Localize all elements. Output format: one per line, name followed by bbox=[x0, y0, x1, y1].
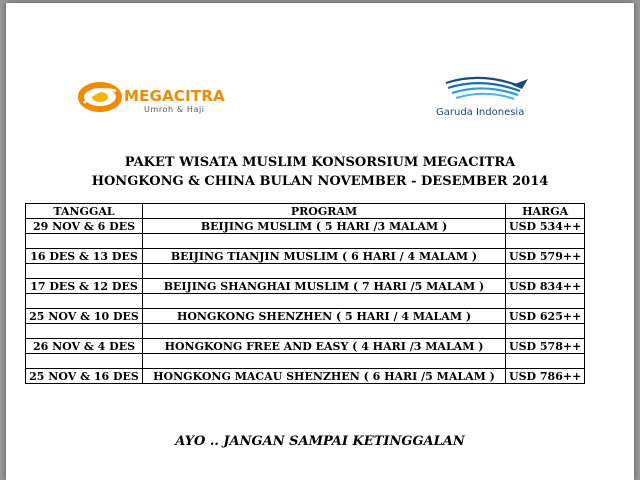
package-table bbox=[25, 203, 585, 384]
megacitra-logo bbox=[78, 81, 238, 121]
cell-program bbox=[143, 354, 506, 369]
cell-price: USD 625++ bbox=[506, 309, 585, 324]
cell-program: HONGKONG FREE AND EASY ( 4 HARI /3 MALAM ) bbox=[143, 339, 506, 354]
cell-program bbox=[143, 324, 506, 339]
cell-date bbox=[26, 294, 143, 309]
cell-price: USD 834++ bbox=[506, 279, 585, 294]
cell-program: BEIJING SHANGHAI MUSLIM ( 7 HARI /5 MALAM ) bbox=[143, 279, 506, 294]
header-date: TANGGAL bbox=[26, 204, 143, 219]
cell-program: BEIJING TIANJIN MUSLIM ( 6 HARI / 4 MALAM ) bbox=[143, 249, 506, 264]
header-program: PROGRAM bbox=[143, 204, 506, 219]
cell-price bbox=[506, 264, 585, 279]
table-spacer-row bbox=[26, 294, 585, 309]
cell-program bbox=[143, 294, 506, 309]
garuda-bird-icon bbox=[442, 73, 532, 105]
table-spacer-row bbox=[26, 264, 585, 279]
cell-program: HONGKONG MACAU SHENZHEN ( 6 HARI /5 MALAM ) bbox=[143, 369, 506, 384]
table-row bbox=[26, 279, 585, 294]
table-header-row bbox=[26, 204, 585, 219]
cell-price bbox=[506, 324, 585, 339]
table-spacer-row bbox=[26, 234, 585, 249]
cell-date: 25 NOV & 16 DES bbox=[26, 369, 143, 384]
cell-date bbox=[26, 324, 143, 339]
garuda-logo bbox=[436, 73, 536, 123]
cell-price bbox=[506, 354, 585, 369]
header-price: HARGA bbox=[506, 204, 585, 219]
cell-program: BEIJING MUSLIM ( 5 HARI /3 MALAM ) bbox=[143, 219, 506, 234]
cell-price bbox=[506, 294, 585, 309]
table-spacer-row bbox=[26, 324, 585, 339]
table-spacer-row bbox=[26, 354, 585, 369]
cell-date: 25 NOV & 10 DES bbox=[26, 309, 143, 324]
cell-date: 29 NOV & 6 DES bbox=[26, 219, 143, 234]
megacitra-name: MEGACITRA bbox=[124, 87, 225, 105]
table-row bbox=[26, 369, 585, 384]
cell-program bbox=[143, 264, 506, 279]
garuda-name: Garuda Indonesia bbox=[436, 107, 525, 118]
promo-tagline: AYO .. JANGAN SAMPAI KETINGGALAN bbox=[175, 434, 465, 449]
document-page bbox=[6, 3, 634, 480]
cell-price: USD 579++ bbox=[506, 249, 585, 264]
megacitra-subtitle: Umroh & Haji bbox=[144, 105, 205, 114]
table-row bbox=[26, 219, 585, 234]
table-row bbox=[26, 339, 585, 354]
table-row bbox=[26, 309, 585, 324]
document-title-line1: PAKET WISATA MUSLIM KONSORSIUM MEGACITRA bbox=[124, 155, 516, 170]
cell-price bbox=[506, 234, 585, 249]
document-title-line2: HONGKONG & CHINA BULAN NOVEMBER - DESEMBER 2014 bbox=[91, 174, 549, 189]
table-row bbox=[26, 249, 585, 264]
cell-date: 17 DES & 12 DES bbox=[26, 279, 143, 294]
cell-price: USD 534++ bbox=[506, 219, 585, 234]
cell-date: 16 DES & 13 DES bbox=[26, 249, 143, 264]
cell-price: USD 578++ bbox=[506, 339, 585, 354]
megacitra-swirl-icon bbox=[78, 81, 122, 113]
cell-date: 26 NOV & 4 DES bbox=[26, 339, 143, 354]
cell-program bbox=[143, 234, 506, 249]
cell-price: USD 786++ bbox=[506, 369, 585, 384]
cell-date bbox=[26, 354, 143, 369]
cell-date bbox=[26, 234, 143, 249]
cell-program: HONGKONG SHENZHEN ( 5 HARI / 4 MALAM ) bbox=[143, 309, 506, 324]
cell-date bbox=[26, 264, 143, 279]
